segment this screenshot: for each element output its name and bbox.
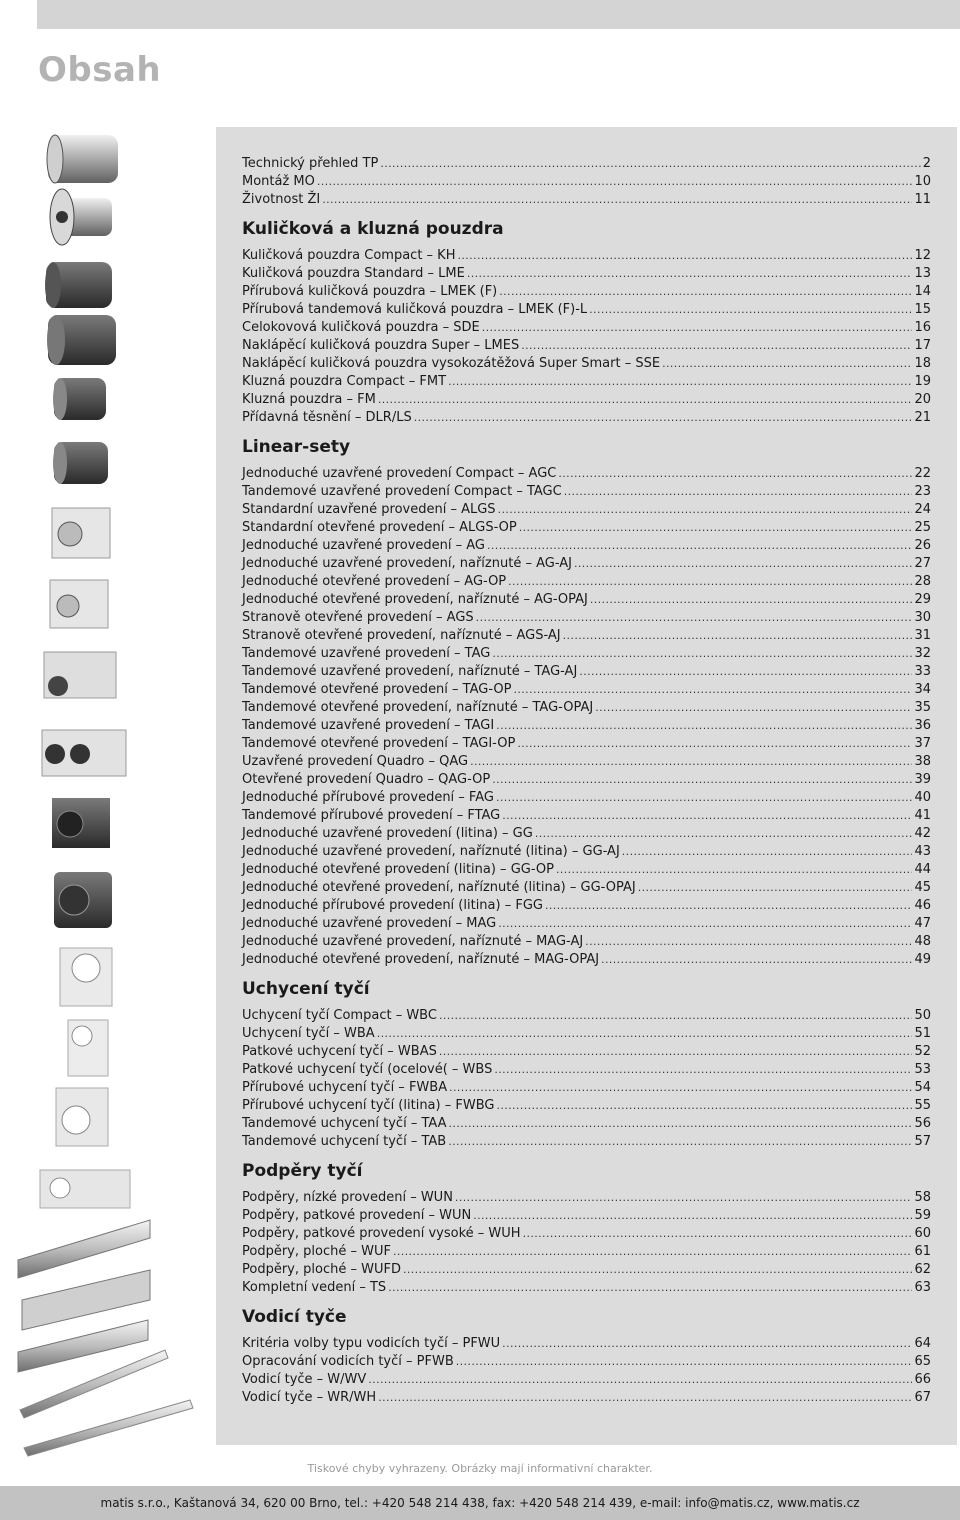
toc-entry-title: Tandemové přírubové provedení – FTAG [242, 808, 501, 823]
toc-leader-dots [378, 1389, 912, 1407]
toc-entry[interactable] [242, 555, 931, 573]
toc-leader-dots [467, 265, 913, 283]
toc-page-number: 61 [914, 1244, 931, 1259]
toc-entry[interactable] [242, 663, 931, 681]
bushing-image-6 [53, 442, 108, 484]
toc-entry[interactable] [242, 1025, 931, 1043]
toc-leader-dots [377, 1025, 913, 1043]
toc-leader-dots [579, 663, 912, 681]
toc-entry-title: Tandemové uchycení tyčí – TAA [242, 1116, 447, 1131]
toc-entry[interactable] [242, 191, 931, 209]
toc-panel [216, 127, 957, 1445]
toc-entry[interactable] [242, 283, 931, 301]
toc-entry[interactable] [242, 879, 931, 897]
toc-leader-dots [521, 337, 912, 355]
section-heading: Uchycení tyčí [242, 979, 370, 999]
toc-entry-title: Jednoduché otevřené provedení, naříznuté (litina) – GG-OPAJ [242, 880, 636, 895]
bushing-image-4 [47, 315, 116, 365]
toc-leader-dots [378, 391, 913, 409]
toc-entry[interactable] [242, 1243, 931, 1261]
shaft-support-image-1 [60, 948, 112, 1006]
toc-leader-dots [448, 1133, 912, 1151]
bushing-image-5 [53, 378, 106, 420]
toc-page-number: 53 [914, 1062, 931, 1077]
toc-entry[interactable] [242, 753, 931, 771]
toc-entry[interactable] [242, 337, 931, 355]
toc-entry[interactable] [242, 1061, 931, 1079]
toc-entry[interactable] [242, 501, 931, 519]
toc-page-number: 51 [914, 1026, 931, 1041]
linear-set-image-3 [44, 652, 116, 698]
toc-leader-dots [595, 699, 912, 717]
toc-entry-title: Celokovová kuličková pouzdra – SDE [242, 320, 480, 335]
toc-entry-title: Kompletní vedení – TS [242, 1280, 387, 1295]
toc-page-number: 30 [914, 610, 931, 625]
section-heading: Podpěry tyčí [242, 1161, 363, 1181]
toc-leader-dots [393, 1243, 913, 1261]
toc-entry[interactable] [242, 1007, 931, 1025]
toc-entry[interactable] [242, 1371, 931, 1389]
toc-entry[interactable] [242, 645, 931, 663]
toc-entry-title: Kritéria volby typu vodicích tyčí – PFWU [242, 1336, 501, 1351]
toc-entry-title: Uchycení tyčí Compact – WBC [242, 1008, 437, 1023]
toc-leader-dots [496, 789, 913, 807]
toc-leader-dots [449, 1079, 912, 1097]
toc-leader-dots [470, 753, 912, 771]
toc-entry[interactable] [242, 265, 931, 283]
toc-entry-title: Kluzná pouzdra – FM [242, 392, 376, 407]
toc-entry[interactable] [242, 897, 931, 915]
toc-page-number: 15 [914, 302, 931, 317]
toc-page-number: 55 [914, 1098, 931, 1113]
toc-leader-dots [439, 1043, 913, 1061]
linear-set-image-1 [52, 508, 110, 558]
toc-leader-dots [456, 1353, 913, 1371]
toc-entry[interactable] [242, 391, 931, 409]
bushing-image-1 [47, 135, 118, 183]
toc-entry-title: Kuličková pouzdra Compact – KH [242, 248, 456, 263]
toc-entry-title: Jednoduché uzavřené provedení (litina) – GG [242, 826, 533, 841]
toc-entry-title: Jednoduché otevřené provedení (litina) – GG-OP [242, 862, 554, 877]
toc-entry-title: Přírubová kuličková pouzdra – LMEK (F) [242, 284, 498, 299]
toc-leader-dots [545, 897, 912, 915]
toc-page-number: 31 [914, 628, 931, 643]
product-thumbnails [0, 130, 214, 1460]
toc-leader-dots [662, 355, 912, 373]
toc-page-number: 2 [922, 156, 931, 171]
toc-entry-title: Jednoduché uzavřené provedení – AG [242, 538, 485, 553]
toc-entry-title: Přírubová tandemová kuličková pouzdra – LMEK (F)-L [242, 302, 588, 317]
toc-page-number: 57 [914, 1134, 931, 1149]
toc-leader-dots [494, 1061, 912, 1079]
toc-page-number: 11 [914, 192, 931, 207]
toc-leader-dots [496, 1097, 912, 1115]
toc-entry-title: Jednoduché uzavřené provedení, naříznuté – AG-AJ [242, 556, 572, 571]
toc-leader-dots [473, 1207, 912, 1225]
toc-leader-dots [556, 861, 912, 879]
toc-entry-title: Přírubové uchycení tyčí – FWBA [242, 1080, 448, 1095]
toc-leader-dots [498, 915, 912, 933]
toc-leader-dots [558, 465, 912, 483]
toc-entry-title: Tandemové otevřené provedení – TAGI-OP [242, 736, 516, 751]
toc-entry[interactable] [242, 915, 931, 933]
toc-page-number: 27 [914, 556, 931, 571]
toc-entry-title: Uchycení tyčí – WBA [242, 1026, 375, 1041]
toc-page-number: 38 [914, 754, 931, 769]
toc-entry-title: Tandemové uzavřené provedení Compact – TAGC [242, 484, 562, 499]
toc-entry-title: Tandemové uzavřené provedení – TAG [242, 646, 491, 661]
header-bar [37, 0, 960, 29]
toc-page-number: 22 [914, 466, 931, 481]
toc-entry-title: Podpěry, patkové provedení – WUN [242, 1208, 472, 1223]
toc-entry[interactable] [242, 627, 931, 645]
toc-page-number: 54 [914, 1080, 931, 1095]
toc-entry-title: Tandemové uchycení tyčí – TAB [242, 1134, 447, 1149]
toc-page-number: 44 [914, 862, 931, 877]
toc-leader-dots [414, 409, 913, 427]
footer-address: matis s.r.o., Kaštanová 34, 620 00 Brno, tel.: +420 548 214 438, fax: +420 548 214 439, e-mail: info@matis.cz, www.matis.cz [100, 1496, 860, 1510]
toc-entry-title: Kluzná pouzdra Compact – FMT [242, 374, 447, 389]
toc-page-number: 50 [914, 1008, 931, 1023]
shaft-support-image-3 [56, 1088, 108, 1146]
toc-leader-dots [523, 1225, 913, 1243]
toc-leader-dots [455, 1189, 913, 1207]
toc-entry-title: Podpěry, nízké provedení – WUN [242, 1190, 453, 1205]
toc-page-number: 45 [914, 880, 931, 895]
linear-set-image-6 [54, 872, 112, 928]
linear-set-image-4 [42, 730, 126, 776]
toc-leader-dots [638, 879, 913, 897]
toc-leader-dots [517, 735, 912, 753]
shaft-support-image-4 [40, 1170, 130, 1208]
toc-page-number: 28 [914, 574, 931, 589]
toc-page-number: 10 [914, 174, 931, 189]
toc-entry-title: Jednoduché přírubové provedení (litina) – FGG [242, 898, 543, 913]
toc-entry-title: Podpěry, patkové provedení vysoké – WUH [242, 1226, 521, 1241]
section-heading: Kuličková a kluzná pouzdra [242, 219, 504, 239]
toc-entry[interactable] [242, 843, 931, 861]
toc-page-number: 59 [914, 1208, 931, 1223]
toc-page-number: 41 [914, 808, 931, 823]
page-title: Obsah [38, 50, 162, 90]
toc-leader-dots [439, 1007, 913, 1025]
toc-leader-dots [590, 591, 913, 609]
toc-page-number: 65 [914, 1354, 931, 1369]
toc-leader-dots [601, 951, 912, 969]
toc-page-number: 40 [914, 790, 931, 805]
toc-entry[interactable] [242, 483, 931, 501]
toc-leader-dots [563, 627, 913, 645]
toc-entry[interactable] [242, 1207, 931, 1225]
toc-entry[interactable] [242, 155, 931, 173]
toc-page-number: 19 [914, 374, 931, 389]
toc-entry[interactable] [242, 681, 931, 699]
toc-entry[interactable] [242, 735, 931, 753]
toc-entry-title: Tandemové uzavřené provedení, naříznuté – TAG-AJ [242, 664, 578, 679]
toc-leader-dots [622, 843, 913, 861]
toc-page-number: 36 [914, 718, 931, 733]
toc-entry-title: Jednoduché uzavřené provedení – MAG [242, 916, 497, 931]
toc-page-number: 66 [914, 1372, 931, 1387]
toc-page-number: 56 [914, 1116, 931, 1131]
toc-page-number: 13 [914, 266, 931, 281]
toc-leader-dots [513, 681, 912, 699]
linear-set-image-5 [52, 798, 110, 848]
linear-set-image-2 [50, 580, 108, 628]
toc-entry[interactable] [242, 1389, 931, 1407]
toc-leader-dots [448, 373, 912, 391]
toc-entry[interactable] [242, 1225, 931, 1243]
toc-entry-title: Jednoduché otevřené provedení, naříznuté – MAG-OPAJ [242, 952, 600, 967]
toc-entry-title: Jednoduché přírubové provedení – FAG [242, 790, 494, 805]
toc-leader-dots [496, 717, 912, 735]
toc-page-number: 14 [914, 284, 931, 299]
toc-entry[interactable] [242, 1353, 931, 1371]
toc-entry-title: Patkové uchycení tyčí – WBAS [242, 1044, 437, 1059]
toc-page-number: 43 [914, 844, 931, 859]
toc-leader-dots [476, 609, 913, 627]
toc-page-number: 48 [914, 934, 931, 949]
product-images-strip [0, 130, 214, 1460]
toc-entry[interactable] [242, 1133, 931, 1151]
section-heading: Linear-sety [242, 437, 351, 457]
toc-entry[interactable] [242, 1335, 931, 1353]
toc-entry-title: Jednoduché uzavřené provedení, naříznuté (litina) – GG-AJ [242, 844, 620, 859]
toc-leader-dots [322, 191, 912, 209]
toc-entry-title: Podpěry, ploché – WUF [242, 1244, 391, 1259]
toc-leader-dots [368, 1371, 912, 1389]
toc-leader-dots [487, 537, 912, 555]
toc-page-number: 18 [914, 356, 931, 371]
toc-leader-dots [388, 1279, 912, 1297]
toc-entry-title: Patkové uchycení tyčí (ocelové( – WBS [242, 1062, 493, 1077]
toc-entry[interactable] [242, 699, 931, 717]
toc-leader-dots [498, 501, 913, 519]
toc-leader-dots [457, 247, 912, 265]
toc-entry-title: Tandemové otevřené provedení – TAG-OP [242, 682, 512, 697]
toc-entry[interactable] [242, 1115, 931, 1133]
toc-entry[interactable] [242, 247, 931, 265]
toc-leader-dots [589, 301, 912, 319]
toc-entry[interactable] [242, 1043, 931, 1061]
toc-page-number: 37 [914, 736, 931, 751]
toc-leader-dots [585, 933, 912, 951]
toc-entry-title: Kuličková pouzdra Standard – LME [242, 266, 465, 281]
toc-page-number: 47 [914, 916, 931, 931]
toc-leader-dots [535, 825, 913, 843]
toc-page-number: 20 [914, 392, 931, 407]
toc-entry[interactable] [242, 519, 931, 537]
section-heading: Vodicí tyče [242, 1307, 347, 1327]
toc-entry-title: Technický přehled TP [242, 156, 379, 171]
toc-entry-title: Jednoduché uzavřené provedení, naříznuté – MAG-AJ [242, 934, 584, 949]
toc-leader-dots [380, 155, 920, 173]
bushing-image-3 [45, 262, 112, 308]
toc-page-number: 26 [914, 538, 931, 553]
toc-leader-dots [502, 807, 912, 825]
toc-entry[interactable] [242, 933, 931, 951]
toc-entry-title: Přírubové uchycení tyčí (litina) – FWBG [242, 1098, 495, 1113]
toc-entry[interactable] [242, 807, 931, 825]
toc-entry-title: Jednoduché otevřené provedení – AG-OP [242, 574, 507, 589]
toc-entry-title: Montáž MO [242, 174, 315, 189]
toc-page-number: 58 [914, 1190, 931, 1205]
toc-page-number: 16 [914, 320, 931, 335]
toc-entry-title: Tandemové otevřené provedení, naříznuté – TAG-OPAJ [242, 700, 594, 715]
toc-leader-dots [499, 283, 912, 301]
toc-entry[interactable] [242, 409, 931, 427]
toc-entry-title: Opracování vodicích tyčí – PFWB [242, 1354, 454, 1369]
toc-page-number: 17 [914, 338, 931, 353]
toc-entry[interactable] [242, 789, 931, 807]
toc-entry[interactable] [242, 951, 931, 969]
rail-image-2 [22, 1270, 150, 1330]
toc-leader-dots [508, 573, 912, 591]
toc-leader-dots [403, 1261, 912, 1279]
toc-entry-title: Uzavřené provedení Quadro – QAG [242, 754, 469, 769]
toc-entry[interactable] [242, 537, 931, 555]
toc-entry-title: Naklápěcí kuličková pouzdra vysokozátěžová Super Smart – SSE [242, 356, 661, 371]
toc-entry[interactable] [242, 609, 931, 627]
toc-page-number: 34 [914, 682, 931, 697]
toc-leader-dots [564, 483, 913, 501]
toc-entry[interactable] [242, 1097, 931, 1115]
toc-entry-title: Stranově otevřené provedení – AGS [242, 610, 474, 625]
toc-entry[interactable] [242, 573, 931, 591]
toc-page-number: 62 [914, 1262, 931, 1277]
toc-page-number: 64 [914, 1336, 931, 1351]
toc-entry-title: Přídavná těsnění – DLR/LS [242, 410, 412, 425]
toc-page-number: 39 [914, 772, 931, 787]
toc-page-number: 49 [914, 952, 931, 967]
shaft-support-image-2 [68, 1020, 108, 1076]
toc-entry[interactable] [242, 173, 931, 191]
toc-entry[interactable] [242, 1189, 931, 1207]
toc-leader-dots [492, 771, 912, 789]
toc-entry[interactable] [242, 825, 931, 843]
toc-entry[interactable] [242, 465, 931, 483]
toc-leader-dots [519, 519, 913, 537]
toc-leader-dots [502, 1335, 912, 1353]
rail-image-1 [18, 1220, 150, 1278]
toc-entry[interactable] [242, 319, 931, 337]
toc-leader-dots [449, 1115, 913, 1133]
toc-page-number: 33 [914, 664, 931, 679]
toc-page-number: 60 [914, 1226, 931, 1241]
toc-entry[interactable] [242, 1079, 931, 1097]
toc-page-number: 29 [914, 592, 931, 607]
toc-entry[interactable] [242, 861, 931, 879]
toc-entry-title: Naklápěcí kuličková pouzdra Super – LMES [242, 338, 520, 353]
toc-entry-title: Jednoduché otevřené provedení, naříznuté – AG-OPAJ [242, 592, 588, 607]
toc-page-number: 12 [914, 248, 931, 263]
toc-entry-title: Standardní uzavřené provedení – ALGS [242, 502, 496, 517]
toc-page-number: 46 [914, 898, 931, 913]
toc-entry[interactable] [242, 717, 931, 735]
toc-leader-dots [482, 319, 913, 337]
toc-page-number: 42 [914, 826, 931, 841]
toc-entry[interactable] [242, 355, 931, 373]
toc-leader-dots [317, 173, 913, 191]
toc-leader-dots [492, 645, 912, 663]
toc-page-number: 21 [914, 410, 931, 425]
toc-entry-title: Otevřené provedení Quadro – QAG-OP [242, 772, 491, 787]
toc-page-number: 63 [914, 1280, 931, 1295]
toc-entry-title: Vodicí tyče – WR/WH [242, 1390, 377, 1405]
disclaimer: Tiskové chyby vyhrazeny. Obrázky mají informativní charakter. [307, 1462, 653, 1475]
toc-entry-title: Tandemové uzavřené provedení – TAGI [242, 718, 495, 733]
toc-page-number: 23 [914, 484, 931, 499]
toc-page-number: 25 [914, 520, 931, 535]
toc-page-number: 32 [914, 646, 931, 661]
toc-entry-title: Stranově otevřené provedení, naříznuté – AGS-AJ [242, 628, 561, 643]
toc-entry[interactable] [242, 301, 931, 319]
toc-page-number: 24 [914, 502, 931, 517]
toc-entry-title: Životnost ŽI [242, 192, 321, 207]
toc-entry-title: Jednoduché uzavřené provedení Compact – AGC [242, 466, 557, 481]
toc-entry[interactable] [242, 771, 931, 789]
bushing-image-2 [50, 189, 112, 245]
toc-entry[interactable] [242, 591, 931, 609]
toc-entry[interactable] [242, 1261, 931, 1279]
toc-entry-title: Standardní otevřené provedení – ALGS-OP [242, 520, 517, 535]
toc-list [242, 155, 931, 1407]
toc-leader-dots [574, 555, 913, 573]
toc-entry[interactable] [242, 373, 931, 391]
toc-entry-title: Podpěry, ploché – WUFD [242, 1262, 401, 1277]
toc-entry-title: Vodicí tyče – W/WV [242, 1372, 367, 1387]
toc-page-number: 67 [914, 1390, 931, 1405]
toc-page-number: 52 [914, 1044, 931, 1059]
rod-image-2 [24, 1400, 193, 1456]
toc-page-number: 35 [914, 700, 931, 715]
toc-entry[interactable] [242, 1279, 931, 1297]
rail-image-3 [18, 1320, 148, 1372]
